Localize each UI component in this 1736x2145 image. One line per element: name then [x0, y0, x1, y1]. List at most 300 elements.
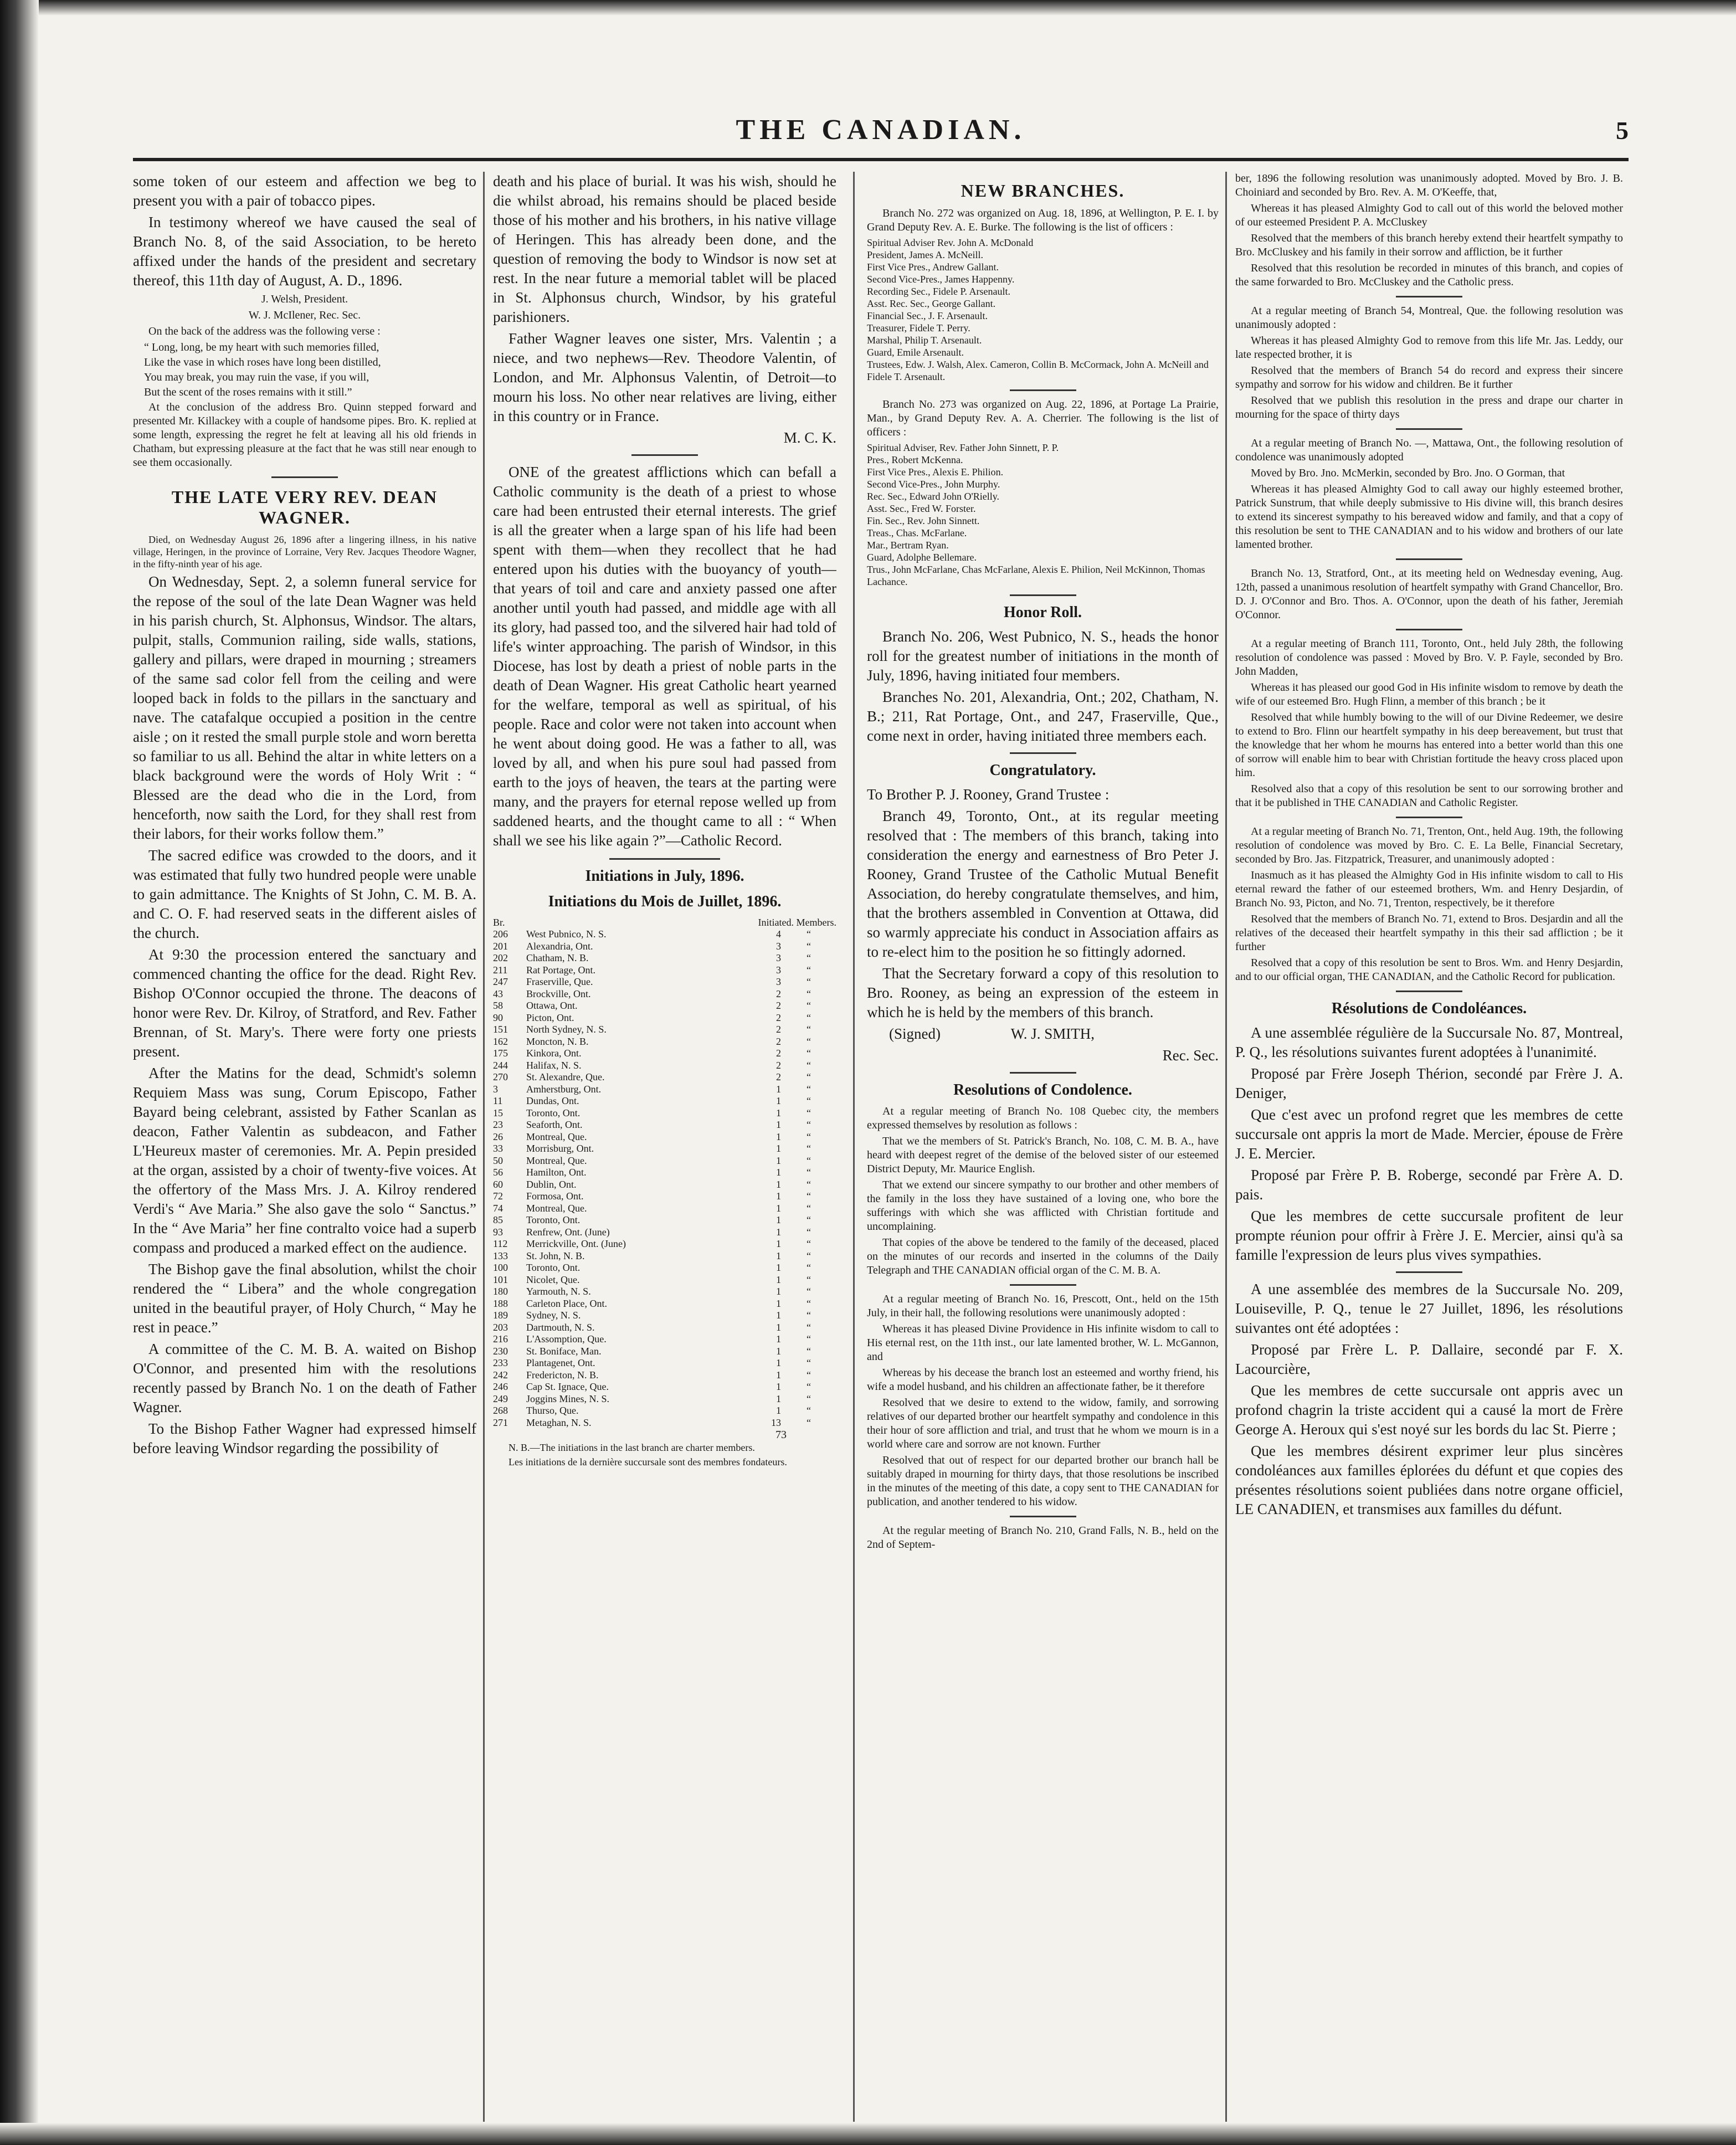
branch-location: West Pubnico, N. S. [526, 928, 607, 940]
ditto-mark: “ [807, 1178, 811, 1190]
ditto-mark: “ [807, 1095, 811, 1106]
branch-location: Alexandria, Ont. [526, 940, 593, 952]
signature [867, 1024, 1219, 1044]
masthead: THE CANADIAN. [736, 114, 1026, 146]
signer-name: W. J. SMITH, [1010, 1025, 1095, 1042]
column-header-branch: Br. [493, 917, 505, 928]
section-heading: NEW BRANCHES. [961, 181, 1125, 201]
branch-location: St. Boniface, Man. [526, 1345, 602, 1357]
article-text: At the regular meeting of Branch No. 210, Grand Falls, N. B., held on the 2nd of Septem- [867, 1525, 1219, 1551]
initiation-row [493, 964, 836, 977]
branch-number: 268 [493, 1405, 508, 1416]
branch-location: Picton, Ont. [526, 1012, 574, 1023]
initiated-count: 1 [776, 1321, 781, 1333]
officer: Asst. Sec., Fred W. Forster. [867, 503, 976, 514]
initiation-row [493, 1107, 836, 1120]
initiated-count: 2 [776, 1024, 781, 1035]
officer: Trustees, Edw. J. Walsh, Alex. Cameron, Collin B. McCormack, John A. McNeill and Fidele T. Arsenault. [867, 359, 1209, 382]
ditto-mark: “ [807, 1226, 811, 1238]
column-divider [483, 172, 485, 2122]
article-text: Whereas it has pleased Almighty God to call away our highly esteemed brother, Patrick Sunstrum, that while deeply submissive to His divine will, this branch desires to extend its sincerest sympathy to his bereaved widow and family, and that a copy of this resolution be sent to THE CANADIAN and to his widow and brothers of our late lamented brother. [1235, 483, 1623, 551]
branch-number: 72 [493, 1190, 503, 1202]
branch-location: Hamilton, Ont. [526, 1167, 587, 1178]
initiated-count: 1 [776, 1381, 781, 1392]
article-text: A une assemblée des membres de la Succursale No. 209, Louiseville, P. Q., tenue le 27 Juillet, 1896, les résolutions suivantes ont été adoptées : [1235, 1281, 1623, 1336]
branch-location: Thurso, Que. [526, 1405, 579, 1416]
branch-number: 175 [493, 1048, 508, 1059]
initiated-count: 2 [776, 988, 781, 999]
initiation-row [493, 1095, 836, 1107]
article-text: In testimony whereof we have caused the seal of Branch No. 8, of the said Association, to be hereto affixed under the hands of the president and secretary thereof, this 11th day of August, A. D., 1896. [133, 214, 476, 289]
branch-location: Fraserville, Que. [526, 976, 593, 987]
branch-number: 246 [493, 1381, 508, 1392]
article-text: Branch No. 206, West Pubnico, N. S., heads the honor roll for the greatest number of initiations in the month of July, 1896, having initiated four members. [867, 628, 1219, 684]
officer: Marshal, Philip T. Arsenault. [867, 335, 982, 346]
initiated-count: 1 [776, 1262, 781, 1273]
article-text: Resolved that this resolution be recorded in minutes of this branch, and copies of the same forwarded to Bro. McCluskey and the Catholic press. [1235, 262, 1623, 288]
article-text: Whereas it has pleased our good God in His infinite wisdom to remove by death the wife of our esteemed Bro. Hugh Flinn, a member of this branch ; be it [1235, 681, 1623, 707]
initiated-count: 1 [776, 1369, 781, 1381]
branch-number: 85 [493, 1214, 503, 1225]
ditto-mark: “ [807, 1083, 811, 1095]
ditto-mark: “ [807, 928, 811, 940]
initiation-row [493, 1167, 836, 1179]
initiated-count: 3 [776, 952, 781, 963]
column-header-initiated: Initiated. Members. [758, 917, 836, 928]
initiations-table [493, 928, 836, 1429]
ditto-mark: “ [807, 940, 811, 952]
article-text: At a regular meeting of Branch No. 71, Trenton, Ont., held Aug. 19th, the following resolution of condolence was moved by Bro. C. E. La Belle, Financial Secretary, seconded by Bro. Jas. Fitzpatrick, Treasurer, and unanimously adopted : [1235, 825, 1623, 865]
branch-location: Toronto, Ont. [526, 1214, 581, 1225]
initiated-count: 1 [776, 1131, 781, 1142]
branch-location: Montreal, Que. [526, 1202, 587, 1214]
verse-line: Like the vase in which roses have long been distilled, [144, 356, 381, 368]
article-text: death and his place of burial. It was his wish, should he die whilst abroad, his remains should be placed beside those of his mother and his brothers, in his native village of Heringen. This has already been done, and the question of removing the body to Windsor is now set at rest. In the near future a memorial tablet will be placed in St. Alphonsus church, Windsor, by his grateful parishioners. [493, 173, 836, 325]
article-text: Resolved that a copy of this resolution be sent to Bros. Wm. and Henry Desjardin, and to our official organ, THE CANADIAN, and the Catholic Record for publication. [1235, 957, 1623, 983]
initiation-row [493, 1357, 836, 1369]
branch-location: Merrickville, Ont. (June) [526, 1238, 626, 1249]
branch-number: 206 [493, 928, 508, 940]
branch-number: 133 [493, 1250, 508, 1261]
initiated-count: 4 [776, 928, 781, 940]
footnote: Les initiations de la dernière succursale sont des membres fondateurs. [509, 1456, 787, 1467]
separator [609, 858, 720, 860]
article-text: Branch No. 13, Stratford, Ont., at its meeting held on Wednesday evening, Aug. 12th, passed a unanimous resolution of heartfelt sympathy with Grand Chancellor, Bro. D. J. O'Connor and Bro. Thos. A. O'Connor, upon the death of his father, Jeremiah O'Connor. [1235, 567, 1623, 621]
branch-number: 247 [493, 976, 508, 987]
ditto-mark: “ [807, 1119, 811, 1130]
article-text: To the Bishop Father Wagner had expressed himself before leaving Windsor regarding the possibility of [133, 1420, 476, 1456]
ditto-mark: “ [807, 1286, 811, 1297]
article-text: On the back of the address was the following verse : [148, 325, 381, 337]
branch-location: Joggins Mines, N. S. [526, 1393, 610, 1404]
initiated-count: 1 [776, 1095, 781, 1106]
ditto-mark: “ [807, 1059, 811, 1071]
initiations-total: 73 [775, 1429, 787, 1441]
initiated-count: 3 [776, 964, 781, 976]
article-heading: THE LATE VERY REV. DEAN WAGNER. [171, 487, 438, 527]
initiation-row [493, 988, 836, 1000]
initiation-row [493, 1298, 836, 1310]
article-text: Resolved that the members of Branch 54 do record and express their sincere sympathy and sorrow for his widow and children. Be it further [1235, 365, 1623, 391]
initiated-count: 1 [776, 1357, 781, 1368]
initiated-count: 2 [776, 1012, 781, 1023]
article-text: Que c'est avec un profond regret que les membres de cette succursale ont appris la mort de Made. Mercier, épouse de Frère J. E. Mercier. [1235, 1106, 1623, 1162]
initiated-count: 2 [776, 1035, 781, 1047]
branch-number: 11 [493, 1095, 503, 1106]
officer-list [867, 442, 1219, 588]
branch-location: Nicolet, Que. [526, 1274, 580, 1285]
branch-number: 270 [493, 1071, 508, 1082]
branch-location: Plantagenet, Ont. [526, 1357, 595, 1368]
ditto-mark: “ [807, 1012, 811, 1023]
ditto-mark: “ [807, 1250, 811, 1261]
branch-location: Carleton Place, Ont. [526, 1297, 607, 1309]
branch-number: 90 [493, 1012, 503, 1023]
branch-location: Seaforth, Ont. [526, 1119, 583, 1130]
branch-location: Fredericton, N. B. [526, 1369, 599, 1381]
initiation-row [493, 1417, 836, 1429]
article-text: Resolved that we desire to extend to the widow, family, and sorrowing relatives of our departed brother our heartfelt sympathy and condolence in this their hour of sore affliction and trial, and trust that he whom we mourn is in a world where care and sorrow are not known. Further [867, 1397, 1219, 1450]
officer: Asst. Rec. Sec., George Gallant. [867, 298, 996, 309]
branch-location: Sydney, N. S. [526, 1310, 581, 1321]
ditto-mark: “ [807, 1262, 811, 1273]
branch-location: Kinkora, Ont. [526, 1048, 582, 1059]
branch-number: 26 [493, 1131, 503, 1142]
initiated-count: 1 [776, 1250, 781, 1261]
article-text: That the Secretary forward a copy of this resolution to Bro. Rooney, as being an expression of the esteem in which he is held by the members of this branch. [867, 965, 1219, 1020]
article-text: That copies of the above be tendered to the family of the deceased, placed on the minutes of our records and inserted in the columns of the Daily Telegraph and THE CANADIAN official organ of the C. M. B. A. [867, 1236, 1219, 1276]
ditto-mark: “ [807, 1024, 811, 1035]
initiation-row [493, 1131, 836, 1143]
ditto-mark: “ [807, 1321, 811, 1333]
initiated-count: 1 [776, 1190, 781, 1202]
branch-number: 15 [493, 1107, 503, 1118]
officer: Second Vice-Pres., James Happenny. [867, 274, 1015, 285]
article-text: some token of our esteem and affection we beg to present you with a pair of tobacco pipes. [133, 173, 476, 209]
section-heading: Honor Roll. [1003, 604, 1082, 621]
initiated-count: 1 [776, 1167, 781, 1178]
signed-label: (Signed) [889, 1025, 941, 1042]
officer: First Vice Pres., Andrew Gallant. [867, 261, 999, 273]
branch-number: 162 [493, 1035, 508, 1047]
article-text: Whereas it has pleased Almighty God to call out of this world the beloved mother of our esteemed President P. A. McCluskey [1235, 202, 1623, 228]
branch-number: 43 [493, 988, 503, 999]
initiation-row [493, 1012, 836, 1024]
article-text: The Bishop gave the final absolution, whilst the choir rendered the “ Libera” and the whole congregation united in the beautiful prayer, of Holy Church, “ May he rest in peace.” [133, 1261, 476, 1336]
branch-location: St. John, N. B. [526, 1250, 585, 1261]
ditto-mark: “ [807, 1310, 811, 1321]
initiated-count: 2 [776, 1071, 781, 1082]
initiated-count: 2 [776, 1048, 781, 1059]
article-text: At 9:30 the procession entered the sanctuary and commenced chanting the office for the dead. Right Rev. Bishop O'Connor occupied the throne. The deacons of honor were Rev. Dr. Kilroy, of Stratford, and Rev. Father Brennan, of St. Mary's. There were forty one priests present. [133, 946, 476, 1060]
branch-location: Metaghan, N. S. [526, 1417, 592, 1428]
branch-number: 33 [493, 1143, 503, 1154]
separator [1010, 389, 1076, 391]
separator [1010, 1284, 1076, 1286]
initiation-row [493, 1024, 836, 1036]
article-text: A une assemblée régulière de la Succursale No. 87, Montreal, P. Q., les résolutions suivantes furent adoptées à l'unanimité. [1235, 1024, 1623, 1060]
branch-location: Montreal, Que. [526, 1131, 587, 1142]
article-text: A committee of the C. M. B. A. waited on Bishop O'Connor, and presented him with the resolutions recently passed by Branch No. 1 on the death of Father Wagner. [133, 1341, 476, 1415]
initiated-count: 1 [776, 1286, 781, 1297]
initiated-count: 3 [776, 976, 781, 987]
officer: President, James A. McNeill. [867, 249, 983, 260]
footnote: N. B.—The initiations in the last branch are charter members. [509, 1442, 755, 1453]
initiation-row [493, 1250, 836, 1263]
branch-location: Formosa, Ont. [526, 1190, 584, 1202]
branch-number: 242 [493, 1369, 508, 1381]
scan-edge-bottom [0, 2123, 1736, 2145]
article-text: Que les membres de cette succursale ont appris avec un profond chagrin la triste accident qui a causé la mort de Frère George A. Heroux qui s'est noyé sur les bords du lac St. Pierre ; [1235, 1382, 1623, 1438]
scan-edge-top [0, 0, 1736, 16]
signer-title: Rec. Sec. [1162, 1047, 1219, 1064]
initiated-count: 2 [776, 1059, 781, 1071]
article-text: At a regular meeting of Branch No. 108 Quebec city, the members expressed themselves by resolution as follows : [867, 1105, 1219, 1131]
separator [1396, 558, 1462, 560]
initiation-row [493, 976, 836, 988]
branch-location: Moncton, N. B. [526, 1035, 589, 1047]
initiated-count: 1 [776, 1310, 781, 1321]
initiations-table-header [493, 916, 836, 928]
ditto-mark: “ [807, 952, 811, 963]
ditto-mark: “ [807, 988, 811, 999]
article-text: On Wednesday, Sept. 2, a solemn funeral service for the repose of the soul of the late Dean Wagner was held in his parish church, St. Alphonsus, Windsor. The altars, pulpit, stalls, Communion railing, side walls, stations, gallery and pillars, were draped in mourning ; streamers of the same sad color fell from the ceiling and were looped back in folds to the pillars in the sanctuary and nave. The catafalque occupied a position in the centre aisle ; on it rested the small purple stole and worn beretta so familiar to us all. Behind the altar in white letters on a black background were the words of Holy Writ : “ Blessed are the dead who die in the Lord, from henceforth, now saith the Lord, for they shall rest from their labors, for their works follow them.” [133, 573, 476, 842]
section-heading: Résolutions de Condoléances. [1331, 1000, 1527, 1017]
branch-number: 271 [493, 1417, 508, 1428]
article-text: At a regular meeting of Branch 111, Toronto, Ont., held July 28th, the following resolution of condolence was passed : Moved by Bro. V. P. Fayle, seconded by Bro. John Madden, [1235, 638, 1623, 678]
page-header [133, 114, 1629, 152]
separator [1010, 1072, 1076, 1074]
initiation-row [493, 1346, 836, 1358]
initiated-count: 1 [776, 1143, 781, 1154]
initiation-row [493, 1369, 836, 1382]
branch-location: Chatham, N. B. [526, 952, 589, 963]
section-heading: Congratulatory. [989, 762, 1096, 779]
officer: Rec. Sec., Edward John O'Rielly. [867, 491, 1000, 502]
ditto-mark: “ [807, 1381, 811, 1392]
officer: Treasurer, Fidele T. Perry. [867, 322, 970, 333]
branch-number: 50 [493, 1154, 503, 1166]
ditto-mark: “ [807, 1297, 811, 1309]
page-number: 5 [1616, 116, 1629, 145]
branch-number: 60 [493, 1178, 503, 1190]
initiation-row [493, 1203, 836, 1215]
branch-number: 230 [493, 1345, 508, 1357]
article-text: Proposé par Frère Joseph Thérion, secondé par Frère J. A. Deniger, [1235, 1065, 1623, 1101]
branch-location: Amherstburg, Ont. [526, 1083, 602, 1095]
ditto-mark: “ [807, 1345, 811, 1357]
verse-line: “ Long, long, be my heart with such memories filled, [144, 341, 379, 353]
initiation-row [493, 1036, 836, 1048]
officer: Treas., Chas. McFarlane. [867, 527, 967, 538]
initiated-count: 1 [776, 1119, 781, 1130]
article-text: Que les membres de cette succursale profitent de leur prompte réunion pour offrir à Frère J. E. Mercier, ainsi qu'à sa famille l'expression de leurs plus vives sympathies. [1235, 1208, 1623, 1263]
officer: Spiritual Adviser Rev. John A. McDonald [867, 237, 1034, 248]
initiation-row [493, 1274, 836, 1286]
officer: Financial Sec., J. F. Arsenault. [867, 310, 988, 321]
initiated-count: 1 [776, 1345, 781, 1357]
article-text: Father Wagner leaves one sister, Mrs. Valentin ; a niece, and two nephews—Rev. Theodore Valentin, of London, and Mr. Alphonsus Valentin, of Detroit—to mourn his loss. No other near relatives are living, either in this country or in France. [493, 330, 836, 424]
initiation-row [493, 941, 836, 953]
verse [133, 341, 476, 399]
separator [1396, 817, 1462, 818]
separator [1396, 1271, 1462, 1273]
article-text: Inasmuch as it has pleased the Almighty God in His infinite wisdom to call to His eternal reward the father of our esteemed brothers, Wm. and Henry Desjardin, of Branch No. 93, Picton, and No. 71, Trenton, respectively, be it therefore [1235, 869, 1623, 909]
separator [631, 454, 698, 456]
branch-number: 202 [493, 952, 508, 963]
branch-location: Dundas, Ont. [526, 1095, 579, 1106]
scan-edge-left [0, 0, 39, 2145]
initiation-row [493, 1190, 836, 1203]
ditto-mark: “ [807, 1167, 811, 1178]
ditto-mark: “ [807, 1190, 811, 1202]
ditto-mark: “ [807, 1000, 811, 1011]
initiated-count: 1 [776, 1238, 781, 1249]
ditto-mark: “ [807, 1405, 811, 1416]
branch-number: 244 [493, 1059, 508, 1071]
article-text: Whereas it has pleased Divine Providence in His infinite wisdom to call to His eternal rest, on the 11th inst., our late lamented brother, W. L. McGannon, and [867, 1323, 1219, 1363]
branch-number: 74 [493, 1202, 503, 1214]
initiation-row [493, 928, 836, 941]
branch-number: 93 [493, 1226, 503, 1238]
initiated-count: 1 [776, 1202, 781, 1214]
initiated-count: 13 [771, 1417, 781, 1428]
ditto-mark: “ [807, 976, 811, 987]
branch-number: 101 [493, 1274, 508, 1285]
initiation-row [493, 1238, 836, 1250]
article-text: Resolved that the members of this branch hereby extend their heartfelt sympathy to Bro. McCluskey and his family in their sorrow and affliction, be it further [1235, 232, 1623, 258]
article-text: ber, 1896 the following resolution was unanimously adopted. Moved by Bro. J. B. Choiniard and seconded by Bro. Rev. A. M. O'Keeffe, that, [1235, 172, 1623, 198]
column-divider [853, 172, 855, 2122]
ditto-mark: “ [807, 1369, 811, 1381]
initiated-count: 1 [776, 1393, 781, 1404]
section-heading: Resolutions of Condolence. [953, 1081, 1132, 1099]
branch-location: Morrisburg, Ont. [526, 1143, 594, 1154]
signature: W. J. McIlener, Rec. Sec. [248, 309, 361, 321]
branch-number: 151 [493, 1024, 508, 1035]
article-text: After the Matins for the dead, Schmidt's solemn Requiem Mass was sung, Corum Episcopo, Father Bayard being celebrant, assisted by Father Scanlan as deacon, Father Valentin as subdeacon, and Father L'Heureux master of ceremonies. Mr. A. Pepin presided at the organ, assisted by a choir of twenty-five voices. At the offertory of the Mass Mrs. J. A. Kilroy rendered Verdi's “ Ave Maria.” She also gave the solo “ Sanctus.” In the “ Ave Maria” her fine contralto voice had a superb compass and produced a marked effect on the audience. [133, 1065, 476, 1256]
column-1 [133, 172, 476, 2122]
branch-location: St. Alexandre, Que. [526, 1071, 605, 1082]
ditto-mark: “ [807, 1214, 811, 1225]
article-text: At a regular meeting of Branch 54, Montreal, Que. the following resolution was unanimously adopted : [1235, 305, 1623, 331]
ditto-mark: “ [807, 1035, 811, 1047]
officer: Second Vice-Pres., John Murphy. [867, 479, 1000, 490]
article-text: Branches No. 201, Alexandria, Ont.; 202, Chatham, N. B.; 211, Rat Portage, Ont., and 247, Fraserville, Que., come next in order, having initiated three members each. [867, 689, 1219, 744]
separator [1396, 629, 1462, 630]
initiation-row [493, 1310, 836, 1322]
initiation-row [493, 1000, 836, 1012]
branch-number: 211 [493, 964, 508, 976]
ditto-mark: “ [807, 1131, 811, 1142]
branch-location: North Sydney, N. S. [526, 1024, 607, 1035]
branch-location: Yarmouth, N. S. [526, 1286, 591, 1297]
branch-location: Renfrew, Ont. (June) [526, 1226, 610, 1238]
officer: Guard, Emile Arsenault. [867, 347, 964, 358]
branch-number: 3 [493, 1083, 498, 1095]
article-text: Whereas it has pleased Almighty God to remove from this life Mr. Jas. Leddy, our late respected brother, it is [1235, 335, 1623, 361]
column-2 [493, 172, 836, 2122]
article-text: Moved by Bro. Jno. McMerkin, seconded by Bro. Jno. O Gorman, that [1251, 467, 1565, 479]
branch-location: Brockville, Ont. [526, 988, 591, 999]
article-text: Proposé par Frère P. B. Roberge, secondé par Frère A. D. pais. [1235, 1167, 1623, 1203]
signature: M. C. K. [783, 429, 836, 446]
article-text: Proposé par Frère L. P. Dallaire, secondé par F. X. Lacourcière, [1235, 1341, 1623, 1377]
branch-number: 203 [493, 1321, 508, 1333]
branch-location: Rat Portage, Ont. [526, 964, 595, 976]
ditto-mark: “ [807, 1202, 811, 1214]
ditto-mark: “ [807, 1143, 811, 1154]
officer: Pres., Robert McKenna. [867, 454, 963, 465]
article-text: Branch No. 272 was organized on Aug. 18, 1896, at Wellington, P. E. I. by Grand Deputy Rev. A. E. Burke. The following is the list of officers : [867, 207, 1219, 233]
article-text: Resolved that while humbly bowing to the will of our Divine Redeemer, we desire to extend to Bro. Flinn our heartfelt sympathy in his deep bereavement, but trust that the knowledge that her whom he mourns has entered into a better world than this one of sorrow will enable him to bear with Christian fortitude the heavy cross placed upon him. [1235, 711, 1623, 779]
article-text: To Brother P. J. Rooney, Grand Trustee : [867, 786, 1110, 803]
initiated-count: 1 [776, 1154, 781, 1166]
column-4 [1235, 172, 1623, 2122]
article-text: At a regular meeting of Branch No. 16, Prescott, Ont., held on the 15th July, in their hall, the following resolutions were unanimously adopted : [867, 1293, 1219, 1319]
header-rule [133, 158, 1629, 161]
initiation-row [493, 1048, 836, 1060]
separator [1010, 1516, 1076, 1517]
separator [271, 476, 338, 478]
initiated-count: 2 [776, 1000, 781, 1011]
initiated-count: 1 [776, 1214, 781, 1225]
branch-location: Ottawa, Ont. [526, 1000, 578, 1011]
obituary-note: Died, on Wednesday August 26, 1896 after a lingering illness, in his native village, Heringen, in the province of Lorraine, Very Rev. Jacques Theodore Wagner, in the fifty-ninth year of his age. [133, 534, 476, 569]
ditto-mark: “ [807, 1357, 811, 1368]
initiation-row [493, 1322, 836, 1334]
article-text: Whereas by his decease the branch lost an esteemed and worthy friend, his wife a model husband, and his children an affectionate father, be it therefore [867, 1367, 1219, 1393]
article-text: Branch 49, Toronto, Ont., at its regular meeting resolved that : The members of this branch, taking into consideration the energy and earnestness of Bro Peter J. Rooney, Grand Trustee of the Catholic Mutual Benefit Association, do hereby congratulate themselves, and him, that the brothers assembled in Convention at Ottawa, did so warmly appreciate his conduct in Association affairs as to re-elect him to the position he so fittingly adorned. [867, 808, 1219, 960]
separator [1396, 296, 1462, 297]
article-text: Branch No. 273 was organized on Aug. 22, 1896, at Portage La Prairie, Man., by Grand Deputy Rev. A. A. Cherrier. The following is the list of officers : [867, 398, 1219, 438]
initiation-row [493, 1381, 836, 1393]
branch-number: 23 [493, 1119, 503, 1130]
initiation-row [493, 1143, 836, 1155]
branch-location: Dartmouth, N. S. [526, 1321, 595, 1333]
verse-line: But the scent of the roses remains with it still.” [144, 386, 352, 398]
branch-number: 233 [493, 1357, 508, 1368]
article-text: Resolved that out of respect for our departed brother our branch hall be suitably draped in mourning for thirty days, that those resolutions be inscribed in the minutes of the meeting of this date, a copy sent to THE CANADIAN for publication, and another tendered to his widow. [867, 1454, 1219, 1508]
initiation-row [493, 1179, 836, 1191]
section-heading: Initiations du Mois de Juillet, 1896. [548, 893, 782, 910]
initiated-count: 1 [776, 1274, 781, 1285]
initiation-row [493, 1227, 836, 1239]
branch-number: 180 [493, 1286, 508, 1297]
ditto-mark: “ [807, 1107, 811, 1118]
ditto-mark: “ [807, 1393, 811, 1404]
branch-location: Halifax, N. S. [526, 1059, 582, 1071]
initiation-row [493, 1393, 836, 1405]
officer: First Vice Pres., Alexis E. Philion. [867, 466, 1004, 478]
article-text: ONE of the greatest afflictions which can befall a Catholic community is the death of a priest to whose care had been entrusted their eternal interests. The grief is all the greater when a large span of his life had been spent with them—when they recollect that he had entered upon his duties with the buoyancy of youth—that years of toil and care and anxiety passed one after another until youth had passed, and middle age with all its glory, had passed too, and the silvered hair had told of life's winter approaching. The parish of Windsor, in this Diocese, has lost by death a priest of noble parts in the death of Dean Wagner. His great Catholic heart yearned for the welfare, temporal as well as spiritual, of his people. Race and color were not taken into account when he went about doing good. He was a father to all, was loved by all, and when his pure soul had passed from earth to the joys of heaven, the tears at the parting were many, and the prayers for eternal repose welled up from saddened hearts, and the thought came to all : “ When shall we see his like again ?”—Catholic Record. [493, 464, 836, 849]
ditto-mark: “ [807, 1071, 811, 1082]
branch-number: 58 [493, 1000, 503, 1011]
article-text: Resolved that we publish this resolution in the press and drape our charter in mourning for the space of thirty days [1235, 394, 1623, 420]
initiated-count: 1 [776, 1405, 781, 1416]
article-text: Resolved also that a copy of this resolution be sent to our sorrowing brother and that it be published in THE CANADIAN and Catholic Register. [1235, 783, 1623, 809]
ditto-mark: “ [807, 1274, 811, 1285]
officer-list [867, 237, 1219, 383]
initiated-count: 1 [776, 1107, 781, 1118]
branch-location: Toronto, Ont. [526, 1107, 581, 1118]
branch-location: Montreal, Que. [526, 1154, 587, 1166]
ditto-mark: “ [807, 1333, 811, 1345]
officer: Trus., John McFarlane, Chas McFarlane, Alexis E. Philion, Neil McKinnon, Thomas Lachance. [867, 564, 1205, 587]
officer: Spiritual Adviser, Rev. Father John Sinnett, P. P. [867, 442, 1059, 453]
initiation-row [493, 1060, 836, 1072]
article-text: Resolved that the members of Branch No. 71, extend to Bros. Desjardin and all the relatives of the deceased their heartfelt sympathy in this their sad affliction ; be it further [1235, 913, 1623, 953]
